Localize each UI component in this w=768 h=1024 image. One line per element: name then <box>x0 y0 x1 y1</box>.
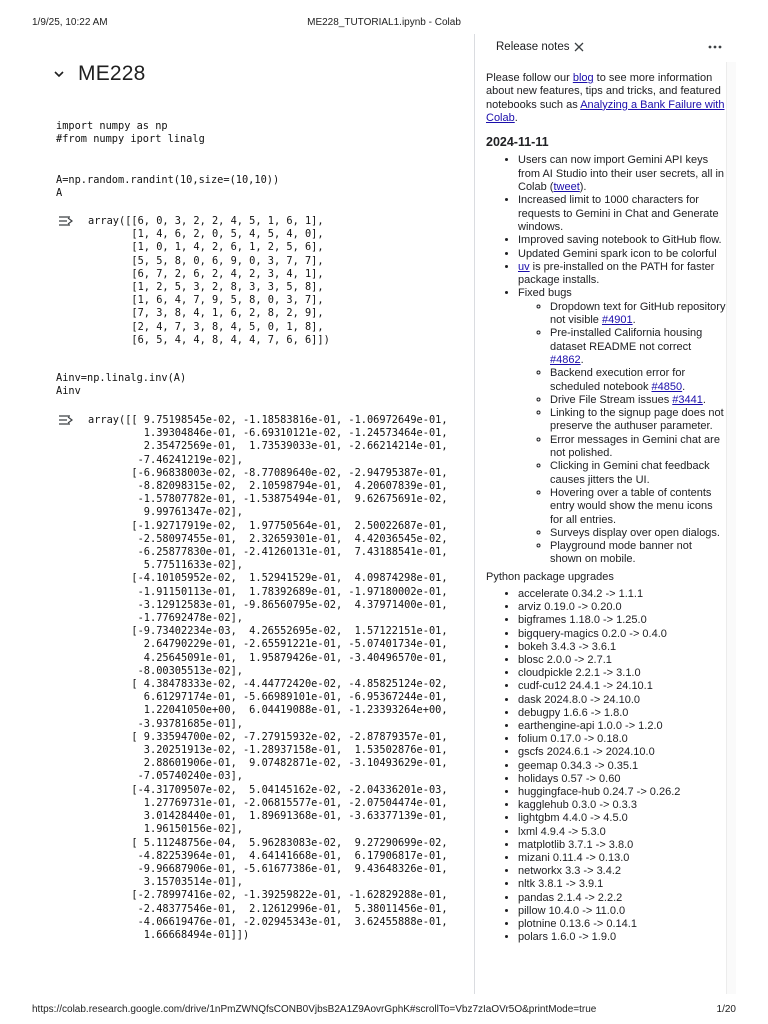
notebook-area <box>32 45 472 990</box>
list-item <box>550 540 726 567</box>
item-link[interactable]: uv <box>518 260 530 273</box>
package-item: • accelerate 0.34.2 -> 1.1.1 <box>518 588 726 601</box>
item-text: . <box>702 393 706 406</box>
package-item: • dask 2024.8.0 -> 24.10.0 <box>518 694 726 707</box>
package-item: • networkx 3.3 -> 3.4.2 <box>518 865 726 878</box>
item-link[interactable]: #3441 <box>672 393 703 406</box>
package-item: • bigframes 1.18.0 -> 1.25.0 <box>518 614 726 627</box>
package-item: • arviz 0.19.0 -> 0.20.0 <box>518 601 726 614</box>
output-text: array([[6, 0, 3, 2, 2, 4, 5, 1, 6, 1], [1, 4, 6, 2, 0, 5, 4, 5, 4, 0], [1, 0, 1, 4, 2, 6, 1, 2, 5, 6], [5, 5, 8, 0, 6, 9, 0, 3, 7, 7], [6, 7, 2, 6, 2, 4, 2, 3, 4, 1], [1, 2, 5, 3, 2, 8, 3, 3, 5, 8], [1, 6, 4, 7, 9, 5, 8, 0, 3, 7], [7, 3, 8, 4, 1, 6, 2, 8, 2, 9], [2, 4, 7, 3, 8, 4, 5, 0, 1, 8], [6, 5, 4, 4, 8, 4, 4, 7, 6, 6]]) <box>88 215 330 346</box>
print-footer <box>0 994 768 1024</box>
item-link[interactable]: #4862 <box>550 353 581 366</box>
package-item: • polars 1.6.0 -> 1.9.0 <box>518 931 726 944</box>
package-item: • lxml 4.9.4 -> 5.3.0 <box>518 826 726 839</box>
output-expand-icon[interactable] <box>58 413 78 427</box>
item-text: Pre-installed California housing dataset README not correct <box>550 327 703 353</box>
package-item: • cudf-cu12 24.4.1 -> 24.10.1 <box>518 680 726 693</box>
intro-paragraph <box>486 72 726 125</box>
package-item: • bigquery-magics 0.2.0 -> 0.4.0 <box>518 628 726 641</box>
list-item <box>518 248 726 261</box>
item-text: Dropdown text for GitHub repository not visible <box>550 300 726 327</box>
item-text: Hovering over a table of contents entry would show the menu icons for all entries. <box>550 486 713 526</box>
package-item: • pillow 10.4.0 -> 11.0.0 <box>518 905 726 918</box>
item-text: Increased limit to 1000 characters for requests to Gemini in Chat and Generate windows. <box>518 194 719 233</box>
list-item <box>518 287 726 566</box>
item-text: Error messages in Gemini chat are not polished. <box>550 433 720 460</box>
package-item: • bokeh 3.4.3 -> 3.6.1 <box>518 641 726 654</box>
item-link[interactable]: #4901 <box>601 314 633 327</box>
item-text: Clicking in Gemini chat feedback causes jitters the UI. <box>550 460 710 486</box>
list-item <box>550 487 726 527</box>
package-item: • holidays 0.57 -> 0.60 <box>518 773 726 786</box>
intro-text: to see more information about new features, tips and tricks, and featured notebooks such as <box>486 72 721 111</box>
item-text: Surveys display over open dialogs. <box>550 526 720 539</box>
code-cell-random-matrix[interactable]: A=np.random.randint(10,size=(10,10)) A <box>56 174 280 200</box>
release-notes-body <box>486 72 726 944</box>
package-item: • geemap 0.34.3 -> 0.35.1 <box>518 760 726 773</box>
output-expand-icon[interactable] <box>58 214 78 228</box>
item-text: Updated Gemini spark icon to be colorful <box>518 247 717 260</box>
package-item: • plotnine 0.13.6 -> 0.14.1 <box>518 918 726 931</box>
item-text: is pre-installed on the PATH for faster package installs. <box>518 260 715 287</box>
package-item: • earthengine-api 1.0.0 -> 1.2.0 <box>518 720 726 733</box>
item-text: ). <box>579 181 587 194</box>
list-item <box>550 460 726 487</box>
item-text: . <box>632 314 636 327</box>
package-item: • blosc 2.0.0 -> 2.7.1 <box>518 654 726 667</box>
list-item <box>550 407 726 434</box>
item-text: . <box>580 353 584 366</box>
package-item: • huggingface-hub 0.24.7 -> 0.26.2 <box>518 786 726 799</box>
item-link[interactable]: #4850 <box>651 380 683 393</box>
package-item: • nltk 3.8.1 -> 3.9.1 <box>518 878 726 891</box>
package-item: • matplotlib 3.7.1 -> 3.8.0 <box>518 839 726 852</box>
intro-text: Please follow our <box>486 72 573 84</box>
list-item <box>518 194 726 234</box>
print-page-number: 1/20 <box>716 1004 736 1015</box>
package-upgrades-list <box>486 588 726 944</box>
item-text: Drive File Stream issues <box>550 393 673 406</box>
panel-header <box>475 34 737 62</box>
package-item: • lightgbm 4.4.0 -> 4.5.0 <box>518 812 726 825</box>
more-options-icon[interactable] <box>707 40 725 54</box>
item-link[interactable]: tweet <box>553 181 580 194</box>
list-item <box>518 261 726 288</box>
fixed-bugs-list <box>518 301 726 567</box>
list-item <box>518 234 726 247</box>
print-url: https://colab.research.google.com/drive/1nPmZWNQfsCONB0VjbsB2A1Z9AovrGphK#scrollTo=Vbz7zIaOVr5O&printMode=true <box>32 1004 597 1015</box>
item-text: Playground mode banner not shown on mobile. <box>550 540 692 566</box>
package-item: • gscfs 2024.6.1 -> 2024.10.0 <box>518 746 726 759</box>
list-item <box>550 327 726 367</box>
release-date-heading: 2024-11-11 <box>486 135 549 150</box>
release-items-list <box>486 154 726 566</box>
item-text: Backend execution error for scheduled notebook <box>550 367 686 393</box>
item-text: Improved saving notebook to GitHub flow. <box>518 234 722 247</box>
close-icon[interactable] <box>573 40 587 54</box>
list-item <box>550 367 726 394</box>
package-item: • kagglehub 0.3.0 -> 0.3.3 <box>518 799 726 812</box>
code-cell-imports[interactable]: import numpy as np #from numpy iport linalg <box>56 120 205 146</box>
package-item: • pandas 2.1.4 -> 2.2.2 <box>518 892 726 905</box>
item-text: Linking to the signup page does not preserve the authuser parameter. <box>550 407 724 433</box>
print-title: ME228_TUTORIAL1.ipynb - Colab <box>307 17 461 28</box>
item-text: . <box>682 380 686 393</box>
list-item <box>550 434 726 461</box>
code-cell-inverse[interactable]: Ainv=np.linalg.inv(A) Ainv <box>56 372 187 398</box>
intro-text: . <box>514 111 518 124</box>
section-title: ME228 <box>78 62 146 85</box>
fixed-bugs-label: Fixed bugs <box>518 287 572 300</box>
list-item <box>550 527 726 540</box>
panel-scrollbar[interactable] <box>726 62 736 994</box>
list-item <box>550 394 726 407</box>
package-item: • debugpy 1.6.6 -> 1.8.0 <box>518 707 726 720</box>
release-notes-panel <box>474 34 737 994</box>
bank-failure-link[interactable]: Analyzing a Bank Failure with Colab <box>486 98 725 124</box>
package-item: • mizani 0.11.4 -> 0.13.0 <box>518 852 726 865</box>
print-datetime: 1/9/25, 10:22 AM <box>32 17 108 28</box>
blog-link[interactable]: blog <box>572 72 594 84</box>
package-item: • cloudpickle 2.2.1 -> 3.1.0 <box>518 667 726 680</box>
package-item: • folium 0.17.0 -> 0.18.0 <box>518 733 726 746</box>
item-text: Users can now import Gemini API keys from AI Studio into their user secrets, all in Colab ( <box>518 154 725 194</box>
packages-heading: Python package upgrades <box>486 570 614 583</box>
list-item <box>518 154 726 194</box>
output-text: array([[ 9.75198545e-02, -1.18583816e-01, -1.06972649e-01, 1.39304846e-01, -6.69310121e-02, -1.24573464e-01, 2.35472569e-01, 1.73539033e-01, -2.66214214e-01, -7.46241219e-02], [-6.96838003e-02, -8.77089640e-02, -2.94795387e-01, -8.82098315e-02, 2.10598794e-01, 4.20607839e-01, -1.57807782e-01, -1.53875494e-01, 9.62675691e-02, 9.99761347e-02], [-1.92717919e-02, 1.97750564e-01, 2.50022687e-01, -2.58097455e-01, 2.32659301e-01, 4.42036545e-02, -6.25877830e-01, -2.41260131e-01, 7.43188541e-01, 5.77511633e-02], [-4.10105952e-02, 1.52941529e-01, 4.09874298e-01, -1.91150113e-01, 1.78392689e-01, -1.97180002e-01, -3.12912583e-01, -9.86560795e-02, 4.37971400e-01, -1.77692478e-02], [-9.73402234e-03, 4.26552695e-02, 1.57122151e-01, 2.64790229e-01, -2.65591221e-01, -5.07401734e-01, 4.25645091e-01, 1.95879426e-01, -3.40496570e-01, -8.00305513e-02], [ 4.38478333e-02, -4.44772420e-02, -4.85825124e-02, 6.61297174e-01, -5.66989101e-01, -6.95367244e-01, 1.22041050e+00, 6.04419088e-01, -1.23393264e+00, -3.93781685e-01], [ 9.33594700e-02, -7.27915932e-02, -2.87879357e-01, 3.20251913e-02, -1.28937158e-01, 1.53502876e-01, 2.88601906e-01, 9.07482871e-02, -3.10493629e-01, -7.05740240e-03], [-4.31709507e-02, 5.04145162e-02, -2.04336201e-03, 1.27769731e-01, -2.06815577e-01, -2.07504474e-01, 3.01428440e-01, 1.89691368e-01, -3.63377139e-01, 1.96150156e-02], [ 5.11248756e-04, 5.96283083e-02, 9.27290699e-02, -4.82253964e-01, 4.64141668e-01, 6.17906817e-01, -9.96687906e-01, -5.61677386e-01, 9.43648326e-01, 3.15703514e-01], [-2.78997416e-02, -1.39259822e-01, -1.62829288e-01, -2.48377546e-01, 2.12612996e-01, 5.38011456e-01, -4.06619476e-01, -2.02945343e-01, 3.62455888e-01, 1.66668494e-01]]) <box>88 414 448 941</box>
chevron-down-icon[interactable] <box>52 67 66 81</box>
tab-release-notes[interactable]: Release notes <box>496 41 570 53</box>
section-header[interactable] <box>52 61 146 87</box>
list-item <box>550 301 726 328</box>
